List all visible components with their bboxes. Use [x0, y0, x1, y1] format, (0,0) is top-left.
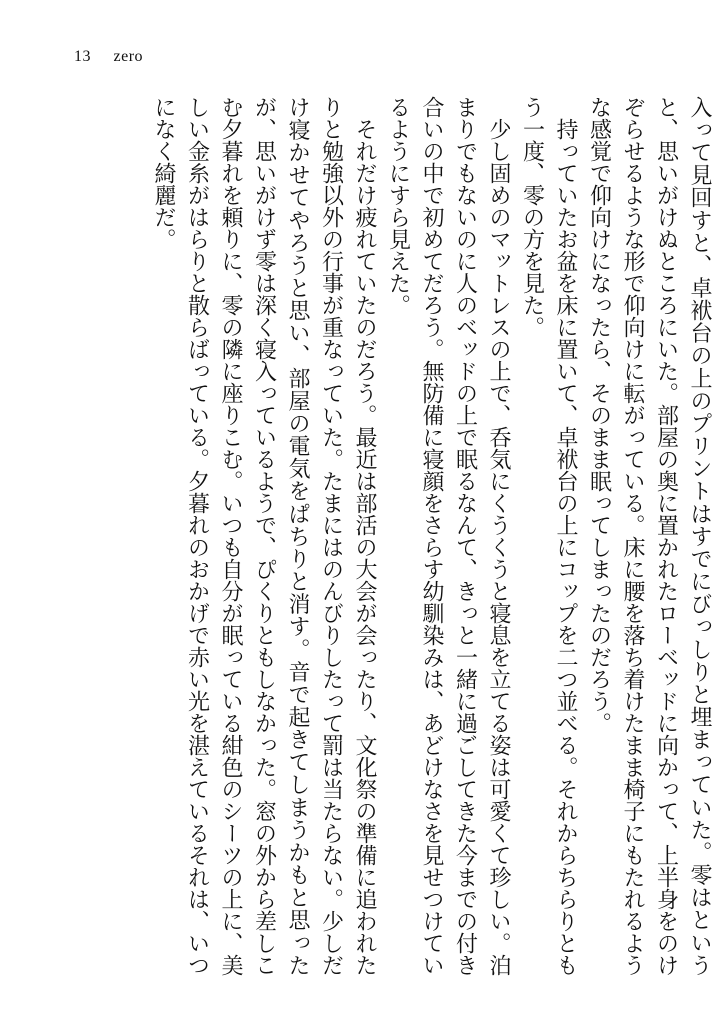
- paragraph: 入って見回すと、卓袱台の上のプリントはすでにびっしりと埋まっていた。零はというと、思いがけぬところにいた。部屋の奥に置かれたローベッドに向かって、上半身をのけぞらせるような形で仰向けに転がっている。床に腰を落ち着けたまま椅子にもたれるような感覚で仰向けになったら、そのまま眠ってしまったのだろう。: [586, 96, 712, 976]
- vertical-body-text: [76, 96, 716, 976]
- paragraph: 少し固めのマットレスの上で、呑気にくうくうと寝息を立てる姿は可愛くて珍しい。泊まりでもないのに人のベッドの上で眠るなんて、きっと一緒に過ごしてきた今までの付き合いの中で初めてだろう。無防備に寝顔をさらす幼馴染みは、あどけなさを見せつけているようにすら見えた。: [385, 96, 511, 976]
- page-number: 13: [74, 48, 91, 65]
- page-header: [74, 48, 143, 66]
- paragraph: それだけ疲れていたのだろう。最近は部活の大会が会ったり、文化祭の準備に追われたりと勉強以外の行事が重なっていた。たまにはのんびりしたって罰は当たらない。少しだけ寝かせてやろうと思い、部屋の電気をぱちりと消す。音で起きてしまうかもと思ったが、思いがけず零は深く寝入っているようで、ぴくりともしなかった。窓の外から差しこむ夕暮れを頼りに、零の隣に座りこむ。いつも自分が眠っている紺色のシーツの上に、美しい金糸がはらりと散らばっている。夕暮れのおかげで赤い光を湛えているそれは、いつになく綺麗だ。: [151, 96, 377, 976]
- chapter-title: zero: [113, 48, 144, 65]
- paragraph: 持っていたお盆を床に置いて、卓袱台の上にコップを二つ並べる。それからちらりともう一度、零の方を見た。: [519, 96, 578, 976]
